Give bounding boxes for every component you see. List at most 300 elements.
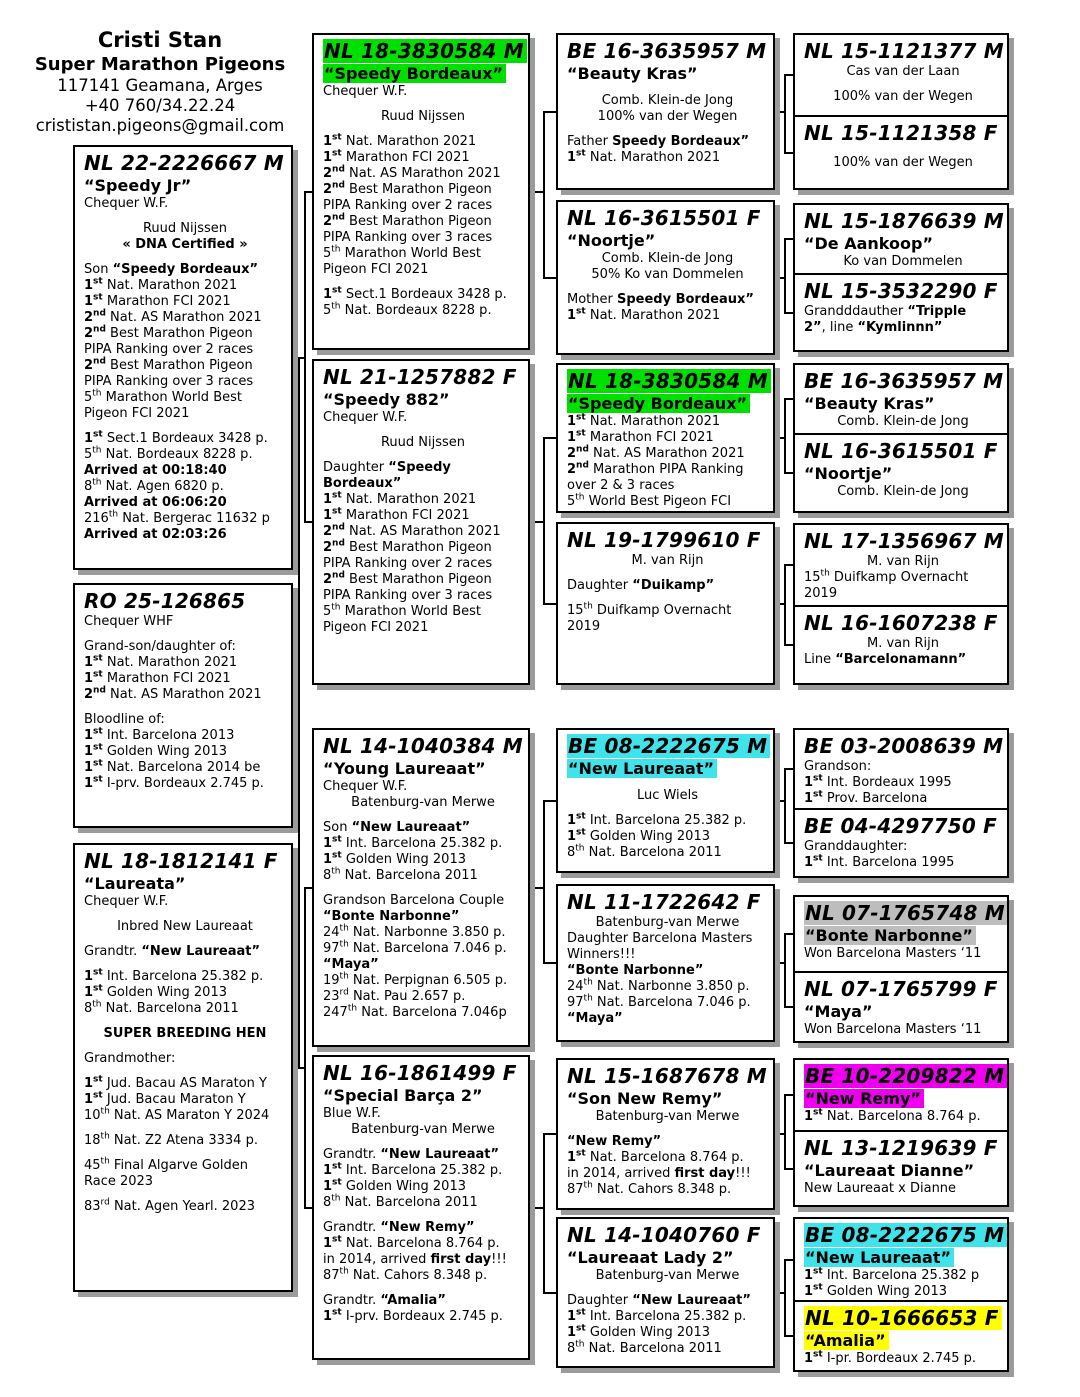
text-line <box>567 779 768 788</box>
ring-number: RO 25-126865 <box>84 589 246 613</box>
text-line: 5th Nat. Bordeaux 8228 p. <box>323 301 492 318</box>
text-line: over 2 & 3 races <box>567 478 675 493</box>
pigeon-name: “Speedy 882” <box>323 390 450 409</box>
pigeon-name: “Beauty Kras” <box>804 394 935 413</box>
pedigree-box-G <box>312 1055 530 1360</box>
text-line: 1st I-pr. Bordeaux 2.745 p. <box>804 1349 977 1366</box>
ring-number: NL 13-1219639 F <box>804 1136 998 1160</box>
text-line: 2nd Best Marathon Pigeon <box>323 538 492 555</box>
text-line: Grandtr. “New Laureaat” <box>84 944 261 959</box>
pigeon-name: “Noortje” <box>567 231 656 250</box>
text-line: 1st Int. Barcelona 25.382 p. <box>323 834 503 851</box>
pigeon-name: “New Laureaat” <box>567 759 768 779</box>
text-line: PIPA Ranking over 2 races <box>323 198 493 213</box>
ring-number: NL 19-1799610 F <box>567 528 761 552</box>
text-line: Ruud Nijssen <box>142 221 228 236</box>
text-line: 8th Nat. Barcelona 2011 <box>323 866 478 883</box>
text-line: Chequer W.F. <box>323 410 408 425</box>
pedigree-box-B <box>73 583 293 828</box>
text-line: Race 2023 <box>84 1174 154 1189</box>
text-line: Pigeon FCI 2021 <box>323 262 429 277</box>
text-line <box>323 426 523 435</box>
text-line: 1st Sect.1 Bordeaux 3428 p. <box>323 285 507 302</box>
text-line: Son “New Laureaat” <box>323 820 471 835</box>
pigeon-name: “Speedy Bordeaux” <box>323 64 523 84</box>
text-line: Won Barcelona Masters ‘11 <box>804 946 982 961</box>
ring-number: BE 16-3635957 M <box>567 39 767 63</box>
text-line: 100% van der Wegen <box>833 89 973 104</box>
text-line: “Maya” <box>323 957 379 972</box>
pedigree-box-K <box>556 522 775 685</box>
text-line: 50% Ko van Dommelen <box>591 267 744 282</box>
text-line: Batenburg-van Merwe <box>351 795 495 810</box>
ring-number: NL 18-3830584 M <box>567 368 768 394</box>
text-line: 1st Nat. Marathon 2021 <box>567 306 721 323</box>
ring-number: NL 15-1121377 M <box>804 39 1004 63</box>
text-line: 5th Nat. Bordeaux 8228 p. <box>84 445 253 462</box>
text-line: 2nd Best Marathon Pigeon <box>323 212 492 229</box>
text-line <box>567 1284 768 1293</box>
text-line: 1st Nat. Barcelona 8.764 p. <box>567 1148 744 1165</box>
text-line: 1st Jud. Bacau Maraton Y <box>84 1090 246 1107</box>
pigeon-name: “New Laureaat” <box>804 1248 1002 1268</box>
connector-line <box>298 357 300 1069</box>
connector-line <box>304 887 306 1209</box>
text-line: “Bonte Narbonne” <box>323 909 460 924</box>
text-line <box>567 84 768 93</box>
text-line: 2nd Nat. AS Marathon 2021 <box>323 522 501 539</box>
ring-number: BE 04-4297750 F <box>804 814 998 838</box>
text-line: Batenburg-van Merwe <box>595 915 740 930</box>
ring-number: NL 10-1666653 F <box>804 1305 1002 1331</box>
text-line: 1st Int. Barcelona 25.382 p. <box>323 1161 503 1178</box>
pigeon-name: “Special Barça 2” <box>323 1086 483 1105</box>
ring-number: NL 17-1356967 M <box>804 529 1004 553</box>
text-line: 2nd Nat. AS Marathon 2021 <box>84 308 262 325</box>
connector-line <box>784 74 786 154</box>
text-line: 19th Nat. Perpignan 6.505 p. <box>323 971 508 988</box>
text-line <box>567 1125 768 1134</box>
text-line: Batenburg-van Merwe <box>595 1268 740 1283</box>
text-line: 24th Nat. Narbonne 3.850 p. <box>567 977 750 994</box>
pedigree-box-P11 <box>793 895 1009 973</box>
text-line <box>567 804 768 813</box>
text-line: 5th Marathon World Best <box>84 388 242 405</box>
connector-line <box>784 1094 786 1170</box>
text-line: Father Speedy Bordeaux” <box>567 134 750 149</box>
text-line <box>84 1067 286 1076</box>
pedigree-box-M <box>556 884 775 1042</box>
text-line: “Bonte Narbonne” <box>567 963 704 978</box>
text-line: Luc Wiels <box>636 788 699 803</box>
text-line: 1st Nat. Barcelona 8.764 p. <box>804 1107 981 1124</box>
ring-number: NL 18-1812141 F <box>84 849 278 873</box>
text-line: 2nd Best Marathon Pigeon <box>84 356 253 373</box>
text-line: PIPA Ranking over 3 races <box>84 374 254 389</box>
text-line: 1st Golden Wing 2013 <box>323 850 466 867</box>
text-line: 100% van der Wegen <box>833 155 973 170</box>
text-line: 2nd Marathon PIPA Ranking <box>567 460 744 477</box>
text-line: 1st Nat. Marathon 2021 <box>323 490 477 507</box>
ring-number: NL 14-1040384 M <box>323 734 523 758</box>
connector-line <box>784 564 786 646</box>
text-line: 2nd Nat. AS Marathon 2021 <box>84 685 262 702</box>
text-line: M. van Rijn <box>866 554 939 569</box>
text-line <box>567 283 768 292</box>
pedigree-box-P16 <box>793 1300 1009 1372</box>
text-line: “Maya” <box>567 1011 623 1026</box>
text-line <box>84 1042 286 1051</box>
ring-number: NL 07-1765799 F <box>804 977 998 1001</box>
pedigree-box-P3 <box>793 203 1009 275</box>
text-line: 87th Nat. Cahors 8.348 p. <box>323 1266 488 1283</box>
pigeon-name: “Son New Remy” <box>567 1089 723 1108</box>
text-line: 15th Duifkamp Overnacht <box>567 601 732 618</box>
text-line: 216th Nat. Bergerac 11632 p <box>84 509 270 526</box>
text-line <box>323 1284 523 1293</box>
ring-number: BE 08-2222675 M <box>804 1222 1002 1248</box>
ring-number: NL 15-3532290 F <box>804 279 998 303</box>
text-line: 1st Golden Wing 2013 <box>567 1323 710 1340</box>
text-line: 1st Int. Barcelona 25.382 p <box>804 1266 980 1283</box>
pedigree-box-A <box>73 145 293 570</box>
text-line: PIPA Ranking over 2 races <box>323 556 493 571</box>
connector-line <box>784 933 786 1008</box>
text-line: 8th Nat. Agen 6820 p. <box>84 477 224 494</box>
ring-number: NL 16-3615501 F <box>567 206 761 230</box>
pigeon-name: “Beauty Kras” <box>567 64 698 83</box>
text-line: Batenburg-van Merwe <box>351 1122 495 1137</box>
text-line: Grand-son/daughter of: <box>84 639 236 654</box>
pigeon-name: “Speedy Jr” <box>84 176 192 195</box>
text-line: 1st Golden Wing 2013 <box>84 983 227 1000</box>
text-line <box>84 1149 286 1158</box>
text-line: 1st Int. Barcelona 25.382 p. <box>84 967 264 984</box>
text-line: 2nd Best Marathon Pigeon <box>84 324 253 341</box>
pedigree-box-H <box>556 33 775 190</box>
ring-number: NL 16-1861499 F <box>323 1061 517 1085</box>
loft-header <box>8 28 312 136</box>
pedigree-box-P6 <box>793 433 1009 513</box>
ring-number: BE 16-3635957 M <box>804 369 1004 393</box>
text-line: 1st Golden Wing 2013 <box>84 742 227 759</box>
pigeon-name: “Laureaat Dianne” <box>804 1161 975 1180</box>
text-line: Daughter “Speedy <box>323 460 451 475</box>
text-line: Daughter “New Laureaat” <box>567 1293 751 1308</box>
text-line: 8th Nat. Barcelona 2011 <box>84 999 239 1016</box>
text-line: Line “Barcelonamann” <box>804 652 967 667</box>
text-line: 8th Nat. Barcelona 2011 <box>567 843 722 860</box>
text-line <box>804 80 1002 89</box>
ring-number: NL 22-2226667 M <box>84 151 284 175</box>
text-line: 1st Nat. Marathon 2021 <box>567 148 721 165</box>
text-line: 247th Nat. Barcelona 7.046p <box>323 1003 507 1020</box>
text-line: Son “Speedy Bordeaux” <box>84 262 259 277</box>
breeder-email: crististan.pigeons@gmail.com <box>35 115 285 135</box>
text-line: 24th Nat. Narbonne 3.850 p. <box>323 923 506 940</box>
connector-line <box>543 437 545 605</box>
pedigree-box-P7 <box>793 523 1009 607</box>
pedigree-box-P1 <box>793 33 1009 117</box>
text-line: 1st Marathon FCI 2021 <box>84 669 231 686</box>
text-line: PIPA Ranking over 3 races <box>323 230 493 245</box>
text-line <box>84 212 286 221</box>
text-line: 1st Int. Barcelona 25.382 p. <box>567 811 747 828</box>
text-line: Grandddauther “Tripple <box>804 304 967 319</box>
connector-line <box>784 238 786 314</box>
pedigree-box-P4 <box>793 273 1009 352</box>
text-line: 1st Jud. Bacau AS Maraton Y <box>84 1074 267 1091</box>
text-line <box>323 451 523 460</box>
text-line: 45th Final Algarve Golden <box>84 1156 249 1173</box>
text-line: Ruud Nijssen <box>380 435 466 450</box>
connector-line <box>543 111 545 279</box>
breeder-address: 117141 Geamana, Arges <box>57 75 263 95</box>
text-line: 1st Nat. Marathon 2021 <box>323 132 477 149</box>
text-line <box>567 125 768 134</box>
pedigree-box-E <box>312 359 530 685</box>
pigeon-name: “Maya” <box>804 1002 873 1021</box>
text-line: 1st I-prv. Bordeaux 2.745 p. <box>84 774 264 791</box>
pedigree-box-J <box>556 363 775 513</box>
pedigree-box-L <box>556 728 775 873</box>
text-line: 1st Marathon FCI 2021 <box>567 428 714 445</box>
text-line <box>804 146 1002 155</box>
text-line: Blue W.F. <box>323 1106 381 1121</box>
text-line: Chequer W.F. <box>84 894 169 909</box>
pigeon-name: “Speedy Bordeaux” <box>567 394 768 414</box>
text-line: Bloodline of: <box>84 712 165 727</box>
breeder-name: Cristi Stan <box>97 28 223 52</box>
text-line: Chequer W.F. <box>84 196 169 211</box>
connector-line <box>543 800 545 964</box>
pigeon-name: “New Remy” <box>804 1089 1002 1109</box>
text-line: 87th Nat. Cahors 8.348 p. <box>567 1180 732 1197</box>
connector-line <box>784 768 786 844</box>
pedigree-box-P9 <box>793 728 1009 810</box>
text-line: 1st Marathon FCI 2021 <box>323 148 470 165</box>
text-line <box>84 630 286 639</box>
pedigree-box-N <box>556 1058 775 1210</box>
text-line: 2nd Best Marathon Pigeon <box>323 570 492 587</box>
ring-number: BE 08-2222675 M <box>567 733 768 759</box>
text-line: 1st Nat. Barcelona 2014 be <box>84 758 261 775</box>
text-line: Comb. Klein-de Jong <box>837 414 969 429</box>
ring-number: BE 03-2008639 M <box>804 734 1004 758</box>
breeder-phone: +40 760/34.22.24 <box>84 95 236 115</box>
text-line <box>84 253 286 262</box>
ring-number: NL 15-1876639 M <box>804 209 1004 233</box>
text-line: Arrived at 00:18:40 <box>84 463 227 478</box>
ring-number: NL 15-1687678 M <box>567 1064 767 1088</box>
text-line: 2nd Nat. AS Marathon 2021 <box>567 444 745 461</box>
text-line: 15th Duifkamp Overnacht <box>804 568 969 585</box>
text-line: 1st Prov. Barcelona <box>804 789 928 806</box>
text-line: Daughter Barcelona Masters <box>567 931 753 946</box>
text-line: Bordeaux” <box>323 476 402 491</box>
pedigree-box-P8 <box>793 605 1009 685</box>
text-line: Comb. Klein-de Jong <box>601 251 734 266</box>
text-line: 1st Int. Barcelona 25.382 p. <box>567 1307 747 1324</box>
text-line <box>323 125 523 134</box>
text-line: Chequer WHF <box>84 614 174 629</box>
pedigree-box-P15 <box>793 1217 1009 1302</box>
text-line <box>84 1017 286 1026</box>
text-line <box>84 1124 286 1133</box>
text-line: 8th Nat. Barcelona 2011 <box>323 1193 478 1210</box>
text-line: Winners!!! <box>567 947 636 962</box>
ring-number: NL 16-1607238 F <box>804 611 998 635</box>
text-line: 1st Marathon FCI 2021 <box>84 292 231 309</box>
pedigree-box-P2 <box>793 115 1009 190</box>
text-line: « DNA Certified » <box>122 237 248 252</box>
ring-number: BE 10-2209822 M <box>804 1063 1002 1089</box>
pedigree-box-P12 <box>793 971 1009 1043</box>
ring-number: NL 18-3830584 M <box>323 38 523 64</box>
text-line: 1st Nat. Marathon 2021 <box>84 653 238 670</box>
text-line: 1st Sect.1 Bordeaux 3428 p. <box>84 429 268 446</box>
text-line <box>323 1138 523 1147</box>
text-line: Grandtr. “New Laureaat” <box>323 1147 500 1162</box>
pedigree-box-O <box>556 1217 775 1368</box>
text-line: 5th Marathon World Best <box>323 602 481 619</box>
pigeon-name: “Noortje” <box>804 464 893 483</box>
text-line: 5th World Best Pigeon FCI <box>567 492 732 509</box>
text-line: Arrived at 02:03:26 <box>84 527 227 542</box>
text-line <box>323 278 523 287</box>
text-line: 23rd Nat. Pau 2.657 p. <box>323 987 466 1004</box>
text-line: in 2014, arrived first day!!! <box>323 1252 507 1267</box>
text-line <box>84 960 286 969</box>
text-line: 2”, line “Kymlinnn” <box>804 320 943 335</box>
ring-number: NL 11-1722642 F <box>567 890 761 914</box>
text-line: 10th Nat. AS Maraton Y 2024 <box>84 1106 270 1123</box>
text-line: 8th Nat. Barcelona 2011 <box>567 1339 722 1356</box>
text-line: 2019 <box>567 619 601 634</box>
text-line: 97th Nat. Barcelona 7.046 p. <box>567 993 751 1010</box>
text-line: 1st Nat. Marathon 2021 <box>84 276 238 293</box>
text-line: Ko van Dommelen <box>843 254 963 269</box>
text-line <box>323 811 523 820</box>
text-line: Comb. Klein-de Jong <box>837 484 969 499</box>
text-line: Grandtr. “Amalia” <box>323 1293 446 1308</box>
pedigree-box-P14 <box>793 1130 1009 1207</box>
text-line: SUPER BREEDING HEN <box>103 1026 267 1041</box>
text-line: 1st Golden Wing 2013 <box>567 827 710 844</box>
pedigree-box-I <box>556 200 775 355</box>
text-line: Granddaughter: <box>804 839 908 854</box>
text-line: Mother Speedy Bordeaux” <box>567 292 754 307</box>
pigeon-name: “Laureata” <box>84 874 186 893</box>
text-line: 2nd Best Marathon Pigeon <box>323 180 492 197</box>
text-line: Chequer W.F. <box>323 84 408 99</box>
text-line: 1st Golden Wing 2013 <box>804 1282 947 1299</box>
text-line <box>323 884 523 893</box>
text-line: M. van Rijn <box>866 636 939 651</box>
text-line: Daughter “Duikamp” <box>567 578 715 593</box>
pigeon-name: “Amalia” <box>804 1331 1002 1351</box>
text-line: 1st Int. Bordeaux 1995 <box>804 773 952 790</box>
text-line: PIPA Ranking over 3 races <box>323 588 493 603</box>
text-line: 18th Nat. Z2 Atena 3334 p. <box>84 1131 258 1148</box>
text-line: 100% van der Wegen <box>597 109 738 124</box>
pigeon-name: “Young Laureaat” <box>323 759 486 778</box>
text-line: 83rd Nat. Agen Yearl. 2023 <box>84 1197 255 1214</box>
text-line: 2nd Nat. AS Marathon 2021 <box>323 164 501 181</box>
loft-name: Super Marathon Pigeons <box>34 53 286 75</box>
text-line <box>84 422 286 431</box>
text-line <box>567 569 768 578</box>
text-line: 1st Golden Wing 2013 <box>323 1177 466 1194</box>
text-line: Grandmother: <box>84 1051 176 1066</box>
ring-number: NL 15-1121358 F <box>804 121 998 145</box>
text-line: M. van Rijn <box>631 553 704 568</box>
text-line: Inbred New Laureaat <box>117 919 253 934</box>
text-line: Batenburg-van Merwe <box>595 1109 740 1124</box>
pigeon-name: “Bonte Narbonne” <box>804 926 1002 946</box>
connector-line <box>784 398 786 474</box>
text-line <box>84 703 286 712</box>
ring-number: NL 07-1765748 M <box>804 900 1002 926</box>
pigeon-name: “Laureaat Lady 2” <box>567 1248 734 1267</box>
text-line: Grandson: <box>804 759 872 774</box>
text-line: Pigeon FCI 2021 <box>323 620 429 635</box>
text-line: New Laureaat x Dianne <box>804 1181 957 1196</box>
text-line: 5th Marathon World Best <box>323 244 481 261</box>
pedigree-box-P5 <box>793 363 1009 435</box>
text-line: Ruud Nijssen <box>380 109 466 124</box>
text-line: Won Barcelona Masters ‘11 <box>804 1022 982 1037</box>
text-line: PIPA Ranking over 2 races <box>84 342 254 357</box>
text-line <box>323 1211 523 1220</box>
text-line: Grandtr. “New Remy” <box>323 1220 475 1235</box>
pedigree-box-C <box>73 843 293 1292</box>
connector-line <box>784 1259 786 1337</box>
text-line: 1st Int. Barcelona 2013 <box>84 726 235 743</box>
connector-line <box>543 1133 545 1294</box>
text-line: Cas van der Laan <box>846 64 960 79</box>
pedigree-box-D <box>312 33 530 350</box>
text-line <box>567 594 768 603</box>
text-line: 1st Int. Barcelona 1995 <box>804 853 955 870</box>
ring-number: NL 21-1257882 F <box>323 365 517 389</box>
text-line: Grandson Barcelona Couple <box>323 893 505 908</box>
text-line: 97th Nat. Barcelona 7.046 p. <box>323 939 507 956</box>
text-line: Chequer W.F. <box>323 779 408 794</box>
text-line: 2019 <box>804 586 838 601</box>
text-line: 1st Nat. Marathon 2021 <box>567 412 721 429</box>
text-line: in 2014, arrived first day!!! <box>567 1166 751 1181</box>
pedigree-box-P13 <box>793 1058 1009 1132</box>
text-line <box>84 1190 286 1199</box>
text-line: Comb. Klein-de Jong <box>601 93 734 108</box>
connector-line <box>304 191 306 523</box>
text-line: “New Remy” <box>567 1134 662 1149</box>
text-line <box>84 935 286 944</box>
text-line <box>84 910 286 919</box>
text-line: 1st I-prv. Bordeaux 2.745 p. <box>323 1307 503 1324</box>
text-line <box>323 100 523 109</box>
text-line: 1st Marathon FCI 2021 <box>323 506 470 523</box>
text-line: 1st Nat. Barcelona 8.764 p. <box>323 1234 500 1251</box>
text-line: Pigeon FCI 2021 <box>84 406 190 421</box>
ring-number: NL 16-3615501 F <box>804 439 998 463</box>
pigeon-name: “De Aankoop” <box>804 234 933 253</box>
text-line: Arrived at 06:06:20 <box>84 495 227 510</box>
ring-number: NL 14-1040760 F <box>567 1223 761 1247</box>
pedigree-box-F <box>312 728 530 1047</box>
pedigree-box-P10 <box>793 808 1009 878</box>
